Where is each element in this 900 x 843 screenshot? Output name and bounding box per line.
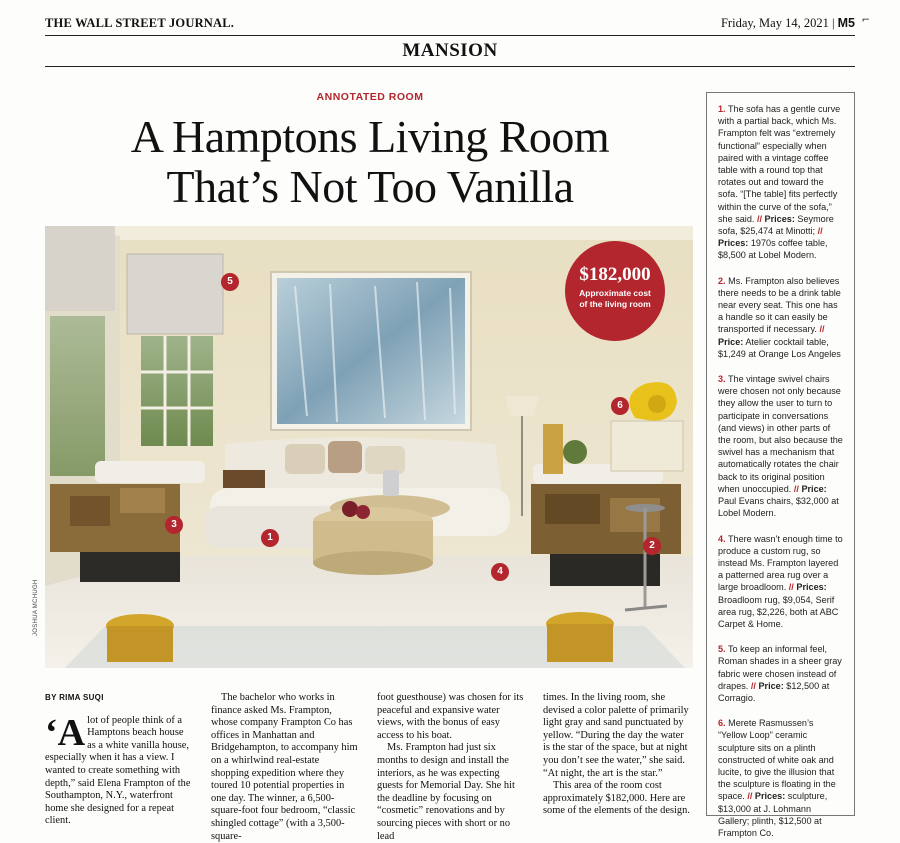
article-paragraph: The bachelor who works in finance asked Ms. Frampton, whose company Frampton Co has offices in Manhattan and Bridgehampton, to accompany him on a whirlwind real-estate shopping expedition where they toured 10 potential properties in one day. The winner, a 6,500-square-foot four bedroom, “classic shingled cottage” (with a 3,500-square-: [211, 692, 358, 842]
headline-line-1: A Hamptons Living Room: [130, 111, 610, 162]
note-number: 6.: [718, 718, 726, 729]
callout-1: 1: [261, 529, 279, 547]
price-label: Prices:: [796, 582, 827, 593]
note-number: 4.: [718, 533, 726, 544]
separator: //: [756, 213, 762, 224]
note-number: 5.: [718, 644, 726, 655]
dateline-separator: |: [831, 16, 835, 30]
note-text: Merete Rasmussen’s “Yellow Loop” ceramic sculpture sits on a plinth constructed of white oak and lucite, to give the illusion that the sculpture is floating in the space.: [718, 718, 836, 802]
note-text: There wasn’t enough time to produce a custom rug, so instead Ms. Frampton layered a patterned area rug over a large broadloom.: [718, 533, 843, 593]
annotation-note-4: [718, 533, 843, 631]
note-text: To keep an informal feel, Roman shades in a sheer gray fabric were chosen instead of drapes.: [718, 644, 842, 691]
callout-6: 6: [611, 397, 629, 415]
byline: BY RIMA SUQI: [45, 693, 104, 702]
photo-credit: JOSHUA MCHUGH: [33, 579, 39, 636]
issue-date: Friday, May 14, 2021: [720, 16, 829, 30]
section-divider: [45, 66, 855, 67]
annotation-note-6: [718, 717, 843, 839]
annotation-note-5: [718, 643, 843, 704]
annotation-note-3: [718, 373, 843, 519]
price-label: Approximate cost of the living room: [579, 288, 651, 309]
callout-5: 5: [221, 273, 239, 291]
price-label: Price:: [758, 680, 784, 691]
note-text: Ms. Frampton also believes there needs to be a drink table near every seat. This one has a handle so it can easily be transported if necessary.: [718, 275, 841, 335]
note-number: 1.: [718, 104, 726, 114]
section-name: MANSION: [402, 40, 498, 61]
dateline: [721, 16, 855, 31]
price-text: Broadloom rug, $9,054, Serif area rug, $2,226, both at ABC Carpet & Home.: [718, 594, 839, 629]
article-body: [45, 692, 693, 842]
note-number: 3.: [718, 374, 726, 385]
price-text: 1970s coffee table, $8,500 at Lobel Modern.: [718, 238, 828, 261]
annotation-sidebar: [706, 92, 855, 838]
price-label: Price:: [801, 483, 827, 494]
masthead: [45, 14, 855, 36]
price-amount: $182,000: [579, 264, 651, 285]
note-text: The sofa has a gentle curve with a partial back, which Ms. Frampton felt was “extremely functional” especially when paired with a vintage coffee table with a round top that rotates out and toward the sofa. “[The table] fits perfectly within the curve of the sofa,” she said.: [718, 104, 841, 224]
note-text: The vintage swivel chairs were chosen not only because they allow the user to turn to participate in conversations (and views) in other parts of the room, but also because the swivel has a mechanism that automatically rotates the chair back to its original position when unoccupied.: [718, 374, 843, 494]
article-text-col1: lot of people think of a Hamptons beach house as a white vanilla house, especially when it has a view. I wanted to create something with depth,” said Elena Frampton of the Southampton, N.Y., waterfront home she designed for a repeat client.: [45, 714, 191, 827]
corner-crop-mark: ⌐: [861, 15, 870, 26]
drop-cap: ‘A: [45, 711, 86, 754]
callout-4: 4: [491, 563, 509, 581]
separator: //: [793, 483, 799, 494]
price-label: Price:: [718, 336, 744, 347]
article-column-4: [543, 692, 691, 818]
article-paragraph: This area of the room cost approximately $182,000. Here are some of the elements of the design.: [543, 780, 690, 817]
kicker: ANNOTATED ROOM: [316, 91, 424, 103]
separator: //: [817, 226, 823, 237]
article-column-2: [211, 692, 359, 843]
separator: //: [819, 324, 825, 335]
article-paragraph: Ms. Frampton had just six months to design and install the interiors, as he was expecting guests for Memorial Day. She hit the deadline by focusing on “cosmetic” renovations and by sourcing pieces with short or no lead: [377, 742, 515, 842]
publication-name: THE WALL STREET JOURNAL.: [45, 16, 235, 30]
price-text: $12,500 at Corragio.: [718, 680, 830, 703]
article-paragraph: foot guesthouse) was chosen for its peaceful and expansive water views, with the bonus of easy access to his boat.: [377, 692, 524, 741]
separator: //: [788, 582, 794, 593]
article-paragraph: times. In the living room, she devised a color palette of primarily light gray and sand punctuated by yellow. “During the day the water is the star of the space, but at night you don’t see the water,” she said. “At night, the art is the star.”: [543, 692, 689, 779]
headline-line-2: That’s Not Too Vanilla: [166, 161, 574, 212]
separator: //: [747, 791, 753, 802]
page-number: M5: [837, 16, 855, 30]
callout-2: 2: [643, 537, 661, 555]
price-text: sculpture, $13,000 at J. Lohmann Gallery; plinth, $12,500 at Frampton Co.: [718, 791, 828, 838]
article-column-3: [377, 692, 525, 843]
article-paragraph: [45, 711, 193, 828]
annotation-note-1: [718, 103, 843, 262]
note-number: 2.: [718, 275, 726, 286]
living-room-photo: [45, 226, 693, 668]
headline: [45, 112, 695, 212]
price-badge: [565, 241, 665, 341]
annotation-note-2: [718, 275, 843, 360]
price-text: Paul Evans chairs, $32,000 at Lobel Modern.: [718, 496, 839, 519]
price-label: Prices:: [754, 791, 786, 802]
article-column-1: [45, 692, 193, 828]
price-text: Atelier cocktail table, $1,249 at Orange Los Angeles: [718, 336, 841, 359]
separator: //: [750, 680, 756, 691]
price-label: Prices:: [764, 213, 795, 224]
price-label: Prices:: [718, 238, 749, 249]
price-text: Seymore sofa, $25,474 at Minotti;: [718, 213, 834, 237]
callout-3: 3: [165, 516, 183, 534]
